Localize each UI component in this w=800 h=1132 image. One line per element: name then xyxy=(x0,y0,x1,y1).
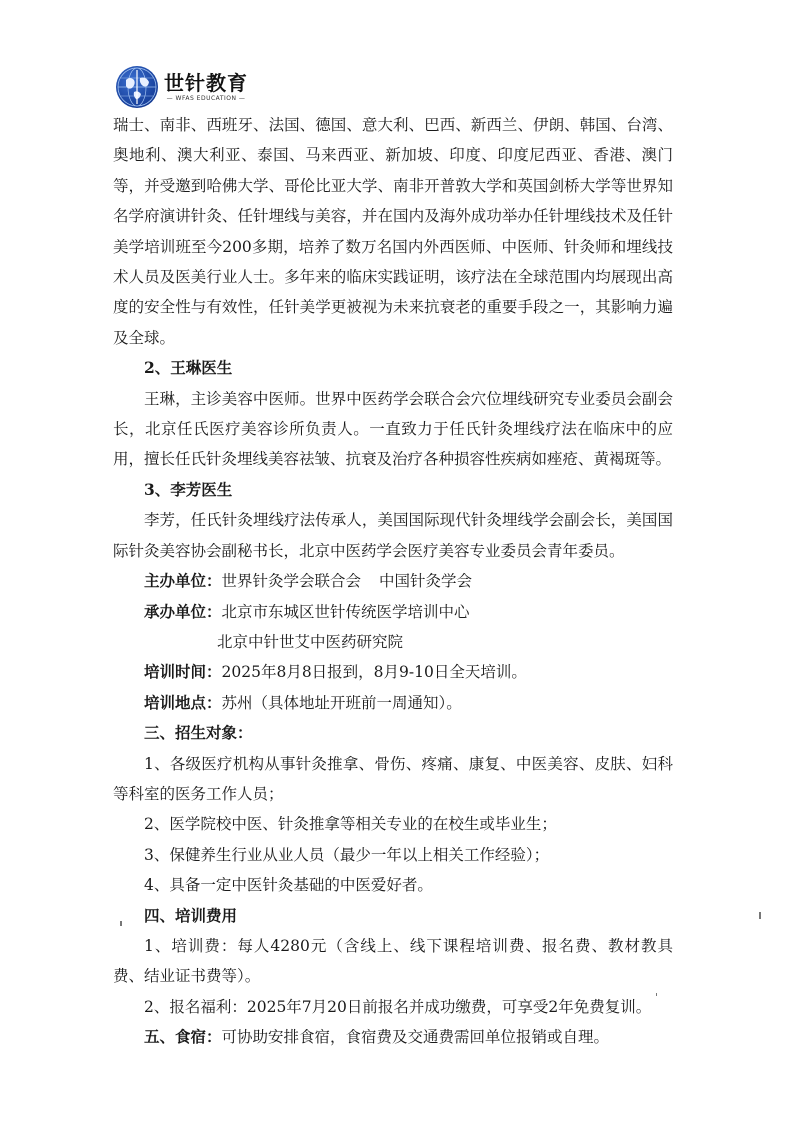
place-line xyxy=(113,688,673,718)
intro-paragraph: 瑞士、南非、西班牙、法国、德国、意大利、巴西、新西兰、伊朗、韩国、台湾、奥地利、澳大利亚、泰国、马来西亚、新加坡、印度、印度尼西亚、香港、澳门等，并受邀到哈佛大学、哥伦比亚大学、南非开普敦大学和英国剑桥大学等世界知名学府演讲针灸、任针埋线与美容，并在国内及海外成功举办任针埋线技术及任针美学培训班至今200多期，培养了数万名国内外西医师、中医师、针灸师和埋线技术人员及医美行业人士。多年来的临床实践证明，该疗法在全球范围内均展现出高度的安全性与有效性，任针美学更被视为未来抗衰老的重要手段之一，其影响力遍及全球。 xyxy=(113,116,673,347)
section-heading-fees: 四、培训费用 xyxy=(144,905,238,925)
list-item: 2、医学院校中医、针灸推拿等相关专业的在校生或毕业生； xyxy=(144,815,557,834)
logo-chinese-name: 世针教育 xyxy=(164,71,248,95)
scan-speck xyxy=(120,921,122,926)
undertaker-line xyxy=(113,597,673,627)
lodging-text: 可协助安排食宿，食宿费及交通费需回单位报销或自理。 xyxy=(221,1028,610,1047)
host-org-2: 中国针灸学会 xyxy=(379,572,473,591)
globe-logo-icon xyxy=(116,66,158,108)
host-label: 主办单位： xyxy=(144,571,222,591)
list-item: 3、保健养生行业从业人员（最少一年以上相关工作经验）； xyxy=(144,845,550,864)
document-body xyxy=(113,110,673,1053)
scan-speck xyxy=(656,993,657,996)
logo xyxy=(116,66,248,108)
doctor-bio: 王琳，主诊美容中医师。世界中医药学会联合会穴位埋线研究专业委员会副会长，北京任氏医疗美容诊所负责人。一直致力于任氏针灸埋线疗法在临床中的应用，擅长任氏针灸埋线美容祛皱、抗衰及治疗各种损容性疾病如痤疮、黄褐斑等。 xyxy=(113,389,673,469)
lodging-line xyxy=(113,1022,673,1052)
time-value: 2025年8月8日报到，8月9-10日全天培训。 xyxy=(221,663,527,682)
list-item: 1、培训费：每人4280元（含线上、线下课程培训费、报名费、教材教具费、结业证书费等）。 xyxy=(113,936,673,986)
list-item: 4、具备一定中医针灸基础的中医爱好者。 xyxy=(144,876,433,895)
undertaker-org-2: 北京中针世艾中医药研究院 xyxy=(217,632,404,651)
section-heading-recruitment: 三、招生对象： xyxy=(144,723,253,743)
list-item: 1、各级医疗机构从事针灸推拿、骨伤、疼痛、康复、中医美容、皮肤、妇科等科室的医务工作人员； xyxy=(113,754,673,803)
host-line xyxy=(113,566,673,596)
lodging-label: 五、食宿： xyxy=(144,1027,222,1047)
host-org-1: 世界针灸学会联合会 xyxy=(221,572,362,591)
doctor-heading: 3、李芳医生 xyxy=(144,479,233,499)
list-item: 2、报名福利：2025年7月20日前报名并成功缴费，可享受2年免费复训。 xyxy=(144,997,652,1016)
logo-english-name: — WFAS EDUCATION — xyxy=(166,95,246,102)
undertaker-label: 承办单位： xyxy=(144,601,222,621)
undertaker-org-1: 北京市东城区世针传统医学培训中心 xyxy=(221,602,470,621)
doctor-bio: 李芳，任氏针灸埋线疗法传承人，美国国际现代针灸埋线学会副会长，美国国际针灸美容协会副秘书长，北京中医药学会医疗美容专业委员会青年委员。 xyxy=(113,511,673,560)
place-value: 苏州（具体地址开班前一周通知）。 xyxy=(221,693,462,712)
time-label: 培训时间： xyxy=(144,662,222,682)
doctor-heading: 2、王琳医生 xyxy=(144,358,233,378)
scan-speck xyxy=(759,912,761,919)
place-label: 培训地点： xyxy=(144,692,222,712)
time-line xyxy=(113,657,673,687)
